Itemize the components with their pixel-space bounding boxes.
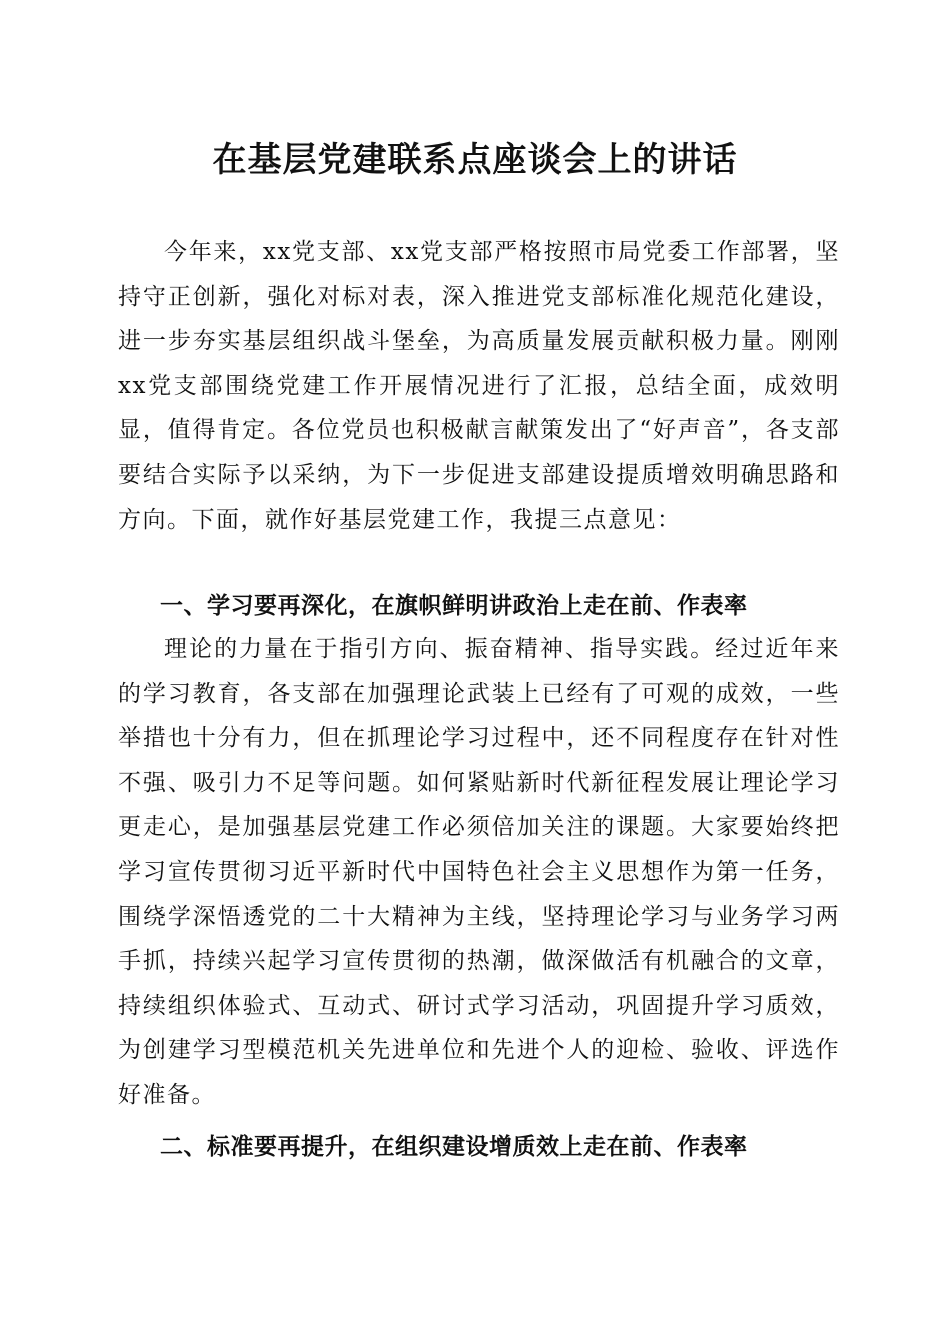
section-paragraph-1: 理论的力量在于指引方向、振奋精神、指导实践。经过近年来的学习教育，各支部在加强理论武装上已经有了可观的成效，一些举措也十分有力，但在抓理论学习过程中，还不同程度存在针对性不强、吸引力不足等问题。如何紧贴新时代新征程发展让理论学习更走心，是加强基层党建工作必须倍加关注的课题。大家要始终把学习宣传贯彻习近平新时代中国特色社会主义思想作为第一任务，围绕学深悟透党的二十大精神为主线，坚持理论学习与业务学习两手抓，持续兴起学习宣传贯彻的热潮，做深做活有机融合的文章，持续组织体验式、互动式、研讨式学习活动，巩固提升学习质效，为创建学习型模范机关先进单位和先进个人的迎检、验收、评选作好准备。 [118, 636, 840, 1108]
section-heading-2: 二、标准要再提升，在组织建设增质效上走在前、作表率 [160, 1134, 748, 1160]
intro-paragraph: 今年来，xx党支部、xx党支部严格按照市局党委工作部署，坚持守正创新，强化对标对表，深入推进党支部标准化规范化建设，进一步夯实基层组织战斗堡垒，为高质量发展贡献积极力量。刚刚xx党支部围绕党建工作开展情况进行了汇报，总结全面，成效明显，值得肯定。各位党员也积极献言献策发出了“好声音”，各支部要结合实际予以采纳，为下一步促进支部建设提质增效明确思路和方向。下面，就作好基层党建工作，我提三点意见： [118, 239, 840, 533]
section-heading-1: 一、学习要再深化，在旗帜鲜明讲政治上走在前、作表率 [160, 593, 748, 619]
document-title: 在基层党建联系点座谈会上的讲话 [212, 140, 738, 180]
